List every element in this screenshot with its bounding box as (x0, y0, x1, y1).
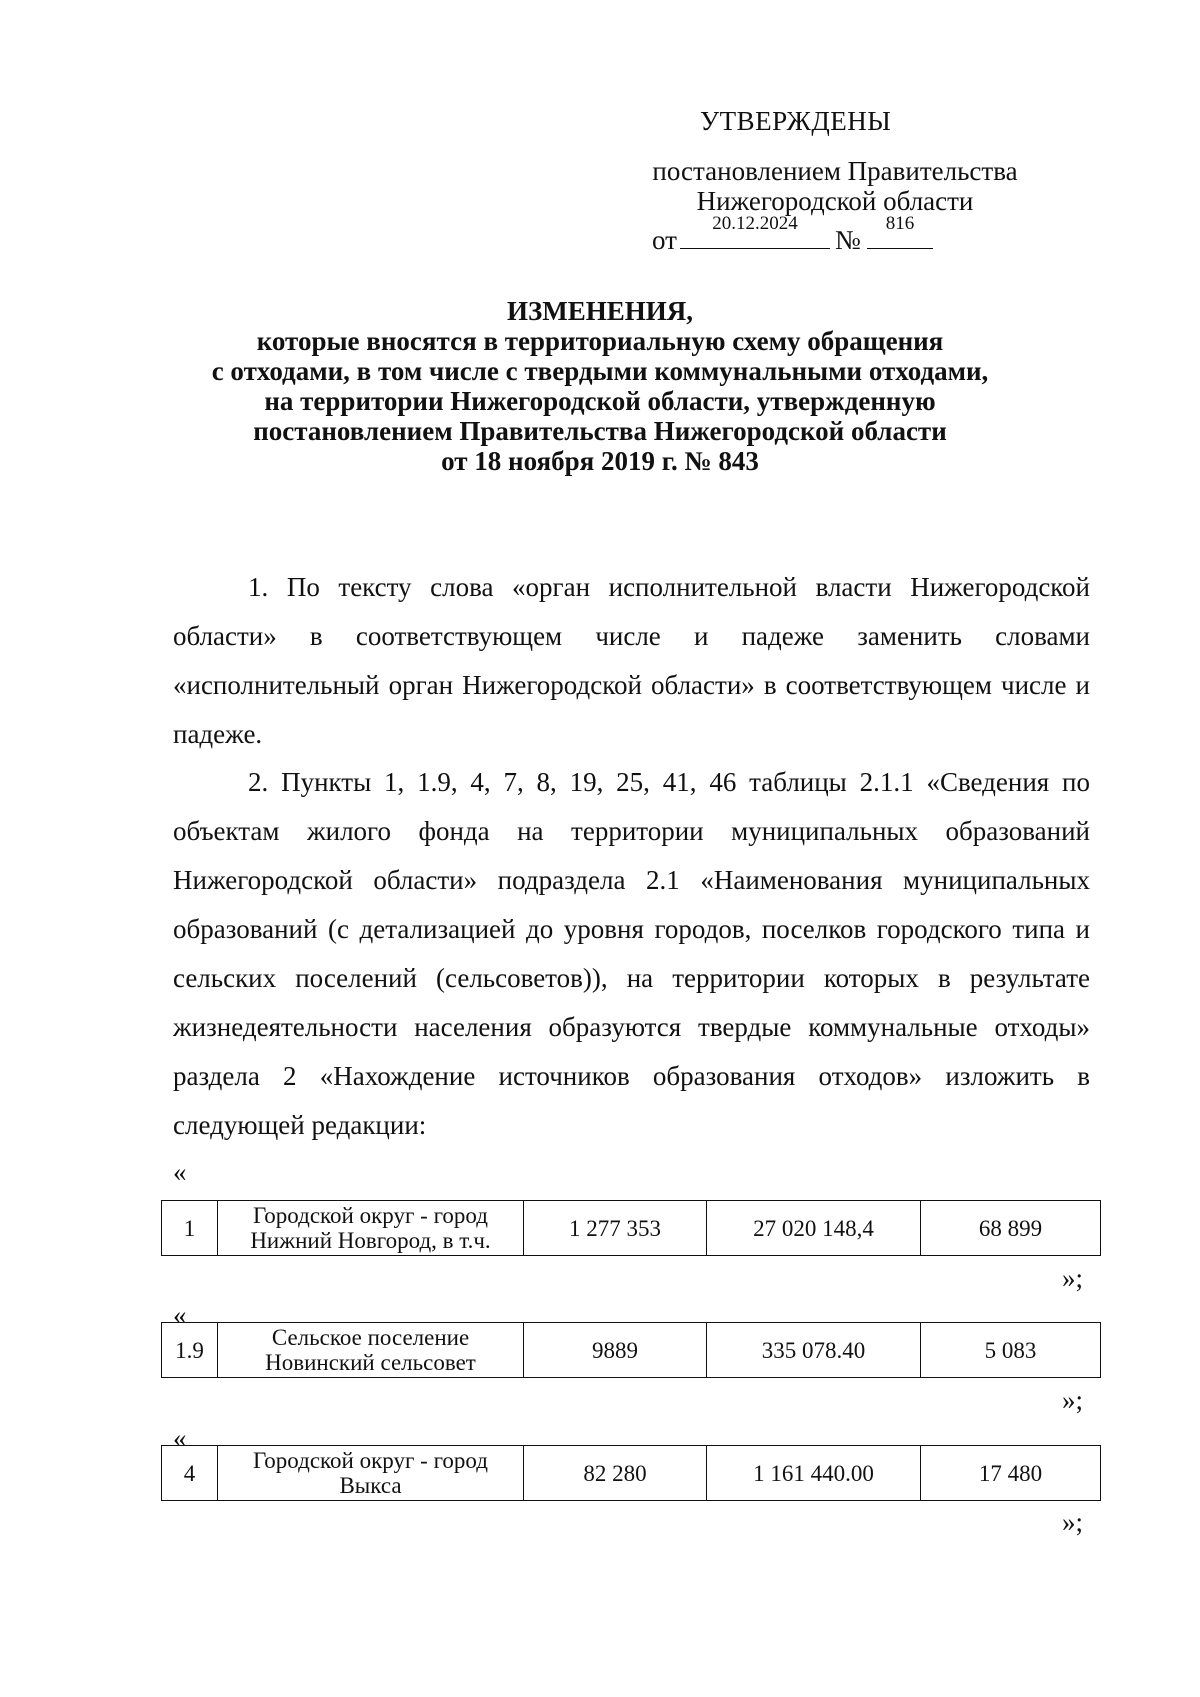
value-cell: 27 020 148,4 (707, 1201, 921, 1256)
municipality-name (218, 1323, 524, 1378)
title-line-3: с отходами, в том числе с твердыми коммунальными отходами, (211, 356, 989, 386)
title-line-5: постановлением Правительства Нижегородской области (253, 416, 947, 446)
quote-open: « (173, 1300, 187, 1330)
number-label: № (835, 225, 861, 255)
name-line: Нижний Новгород, в т.ч. (250, 1228, 491, 1253)
quote-close: »; (1062, 1263, 1084, 1293)
paragraph-2: 2. Пункты 1, 1.9, 4, 7, 8, 19, 25, 41, 46 таблицы 2.1.1 «Сведения по объектам жилого фонда на территории муниципальных образований Нижегородской области» подраздела 2.1 «Наименования муниципальных образований (с детализацией до уровня городов, поселков городского типа и сельских поселений (сельсоветов)), на территории которых в результате жизнедеятельности населения образуются твердые коммунальные отходы» раздела 2 «Нахождение источников образования отходов» изложить в следующей редакции: (173, 767, 1090, 1140)
quote-open: « (173, 1423, 187, 1453)
name-line: Городской округ - город (253, 1203, 488, 1228)
table-row (161, 1322, 1101, 1378)
row-number: 1.9 (162, 1323, 218, 1378)
table-row (161, 1445, 1101, 1501)
value-cell: 5 083 (921, 1323, 1101, 1378)
quote-open: « (173, 1157, 187, 1187)
title-line-4: на территории Нижегородской области, утвержденную (264, 386, 936, 416)
title-line-1: ИЗМЕНЕНИЯ, (506, 296, 693, 326)
name-line: Сельское поселение (271, 1325, 470, 1350)
quote-close: »; (1062, 1507, 1084, 1537)
approval-heading: УТВЕРЖДЕНЫ (700, 106, 892, 136)
table-row (161, 1200, 1101, 1256)
municipality-name (218, 1446, 524, 1501)
name-line: Выкса (339, 1473, 402, 1498)
decree-number: 816 (867, 211, 933, 249)
value-cell: 17 480 (921, 1446, 1101, 1501)
municipality-name (218, 1201, 524, 1256)
name-line: Городской округ - город (253, 1448, 488, 1473)
quote-close: »; (1062, 1385, 1084, 1415)
paragraph-1: 1. По тексту слова «орган исполнительной власти Нижегородской области» в соответствующем числе и падеже заменить словами «исполнительный орган Нижегородской области» в соответствующем числе и падеже. (173, 572, 1090, 749)
value-cell: 335 078.40 (707, 1323, 921, 1378)
approval-line-1: постановлением Правительства (652, 156, 1018, 186)
approval-line-2: Нижегородской области (696, 186, 974, 216)
title-line-6: от 18 ноября 2019 г. № 843 (441, 446, 759, 476)
decree-date: 20.12.2024 (680, 211, 830, 249)
value-cell: 82 280 (524, 1446, 707, 1501)
row-number: 1 (162, 1201, 218, 1256)
row-number: 4 (162, 1446, 218, 1501)
decree-date-number (652, 211, 1072, 255)
value-cell: 9889 (524, 1323, 707, 1378)
value-cell: 1 277 353 (524, 1201, 707, 1256)
document-title (140, 296, 1060, 476)
value-cell: 68 899 (921, 1201, 1101, 1256)
title-line-2: которые вносятся в территориальную схему обращения (256, 326, 944, 356)
name-line: Новинский сельсовет (265, 1350, 476, 1375)
value-cell: 1 161 440.00 (707, 1446, 921, 1501)
from-label: от (652, 225, 677, 255)
